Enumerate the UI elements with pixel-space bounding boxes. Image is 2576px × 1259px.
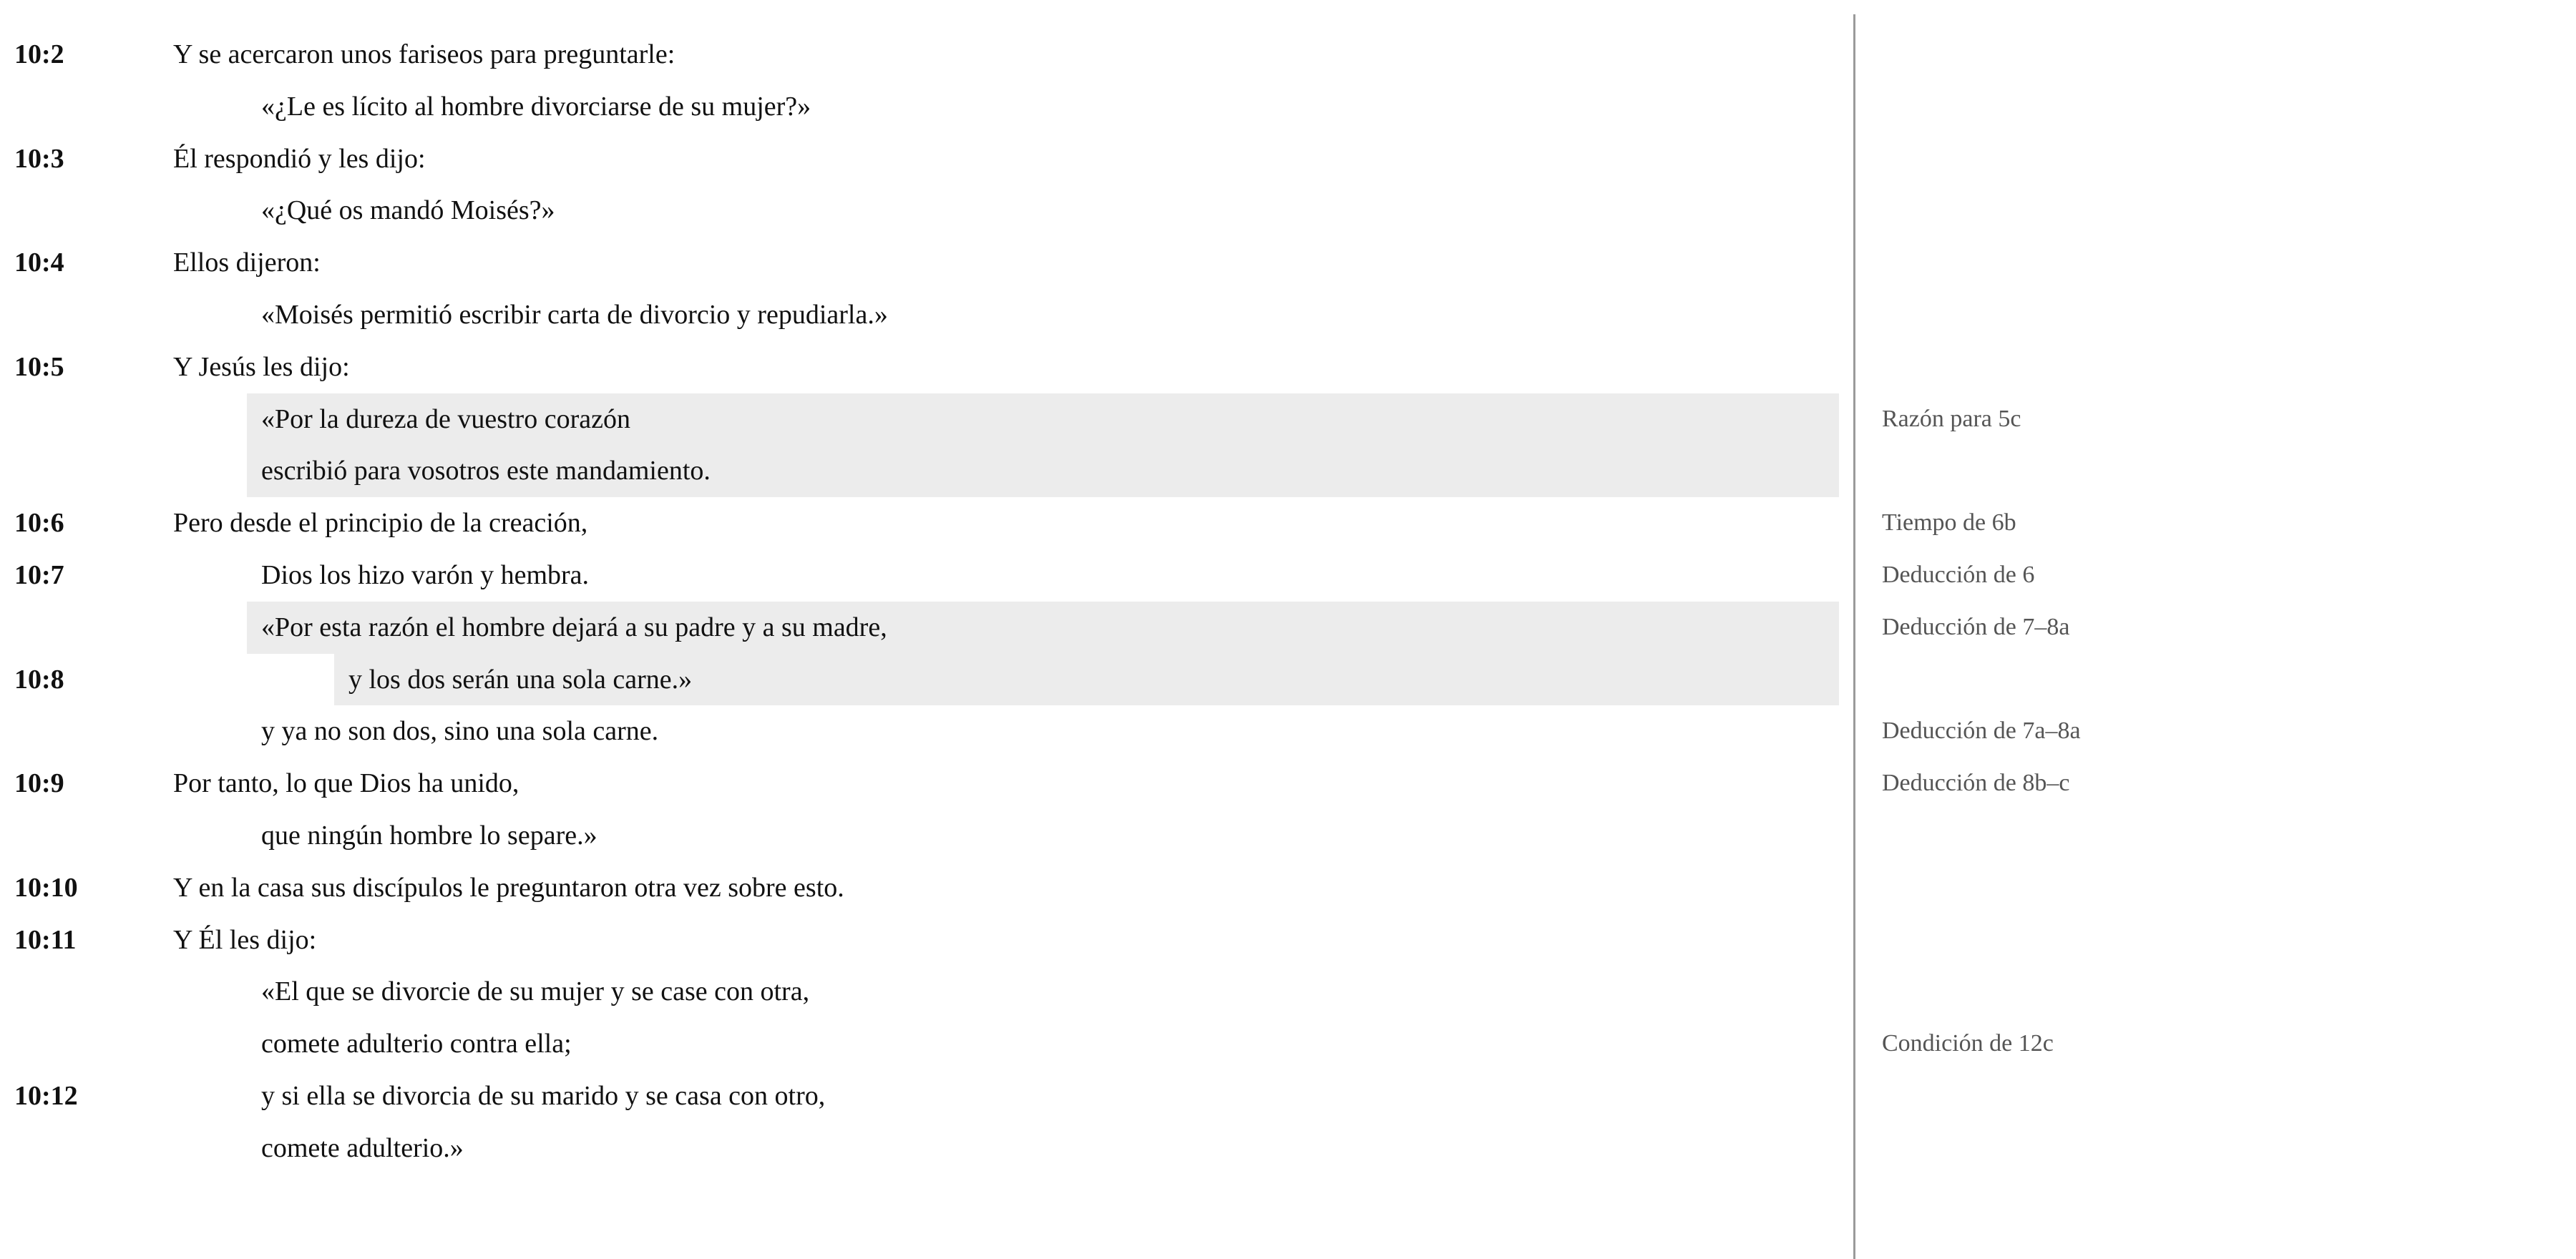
- verse-reference: 10:6: [14, 508, 64, 539]
- verse-text: y ya no son dos, sino una sola carne.: [261, 716, 659, 747]
- verse-reference: 10:4: [14, 248, 64, 278]
- outline-row: [0, 1018, 2576, 1070]
- verse-text: «Por la dureza de vuestro corazón: [261, 403, 630, 434]
- outline-row: [0, 1070, 2576, 1122]
- verse-text: comete adulterio contra ella;: [261, 1029, 572, 1059]
- verse-text: comete adulterio.»: [261, 1132, 464, 1163]
- verse-text: «¿Qué os mandó Moisés?»: [261, 195, 555, 226]
- margin-note: Deducción de 7a–8a: [1882, 717, 2081, 745]
- verse-text: Ellos dijeron:: [173, 248, 321, 278]
- outline-row: [0, 914, 2576, 966]
- margin-note: Condición de 12c: [1882, 1030, 2054, 1057]
- verse-text: Y Jesús les dijo:: [173, 351, 350, 382]
- verse-reference: 10:5: [14, 351, 64, 382]
- outline-row: [0, 966, 2576, 1018]
- outline-row: [0, 393, 2576, 446]
- verse-text: escribió para vosotros este mandamiento.: [261, 456, 711, 486]
- verse-text: «¿Le es lícito al hombre divorciarse de su mujer?»: [261, 91, 811, 122]
- margin-note: Deducción de 7–8a: [1882, 613, 2070, 640]
- verse-reference: 10:8: [14, 664, 64, 695]
- verse-text: Él respondió y les dijo:: [173, 143, 426, 174]
- verse-text: y si ella se divorcia de su marido y se casa con otro,: [261, 1080, 826, 1111]
- outline-row: [0, 445, 2576, 497]
- verse-reference: 10:12: [14, 1080, 78, 1111]
- outline-row: [0, 341, 2576, 393]
- verse-text: Y en la casa sus discípulos le preguntaron otra vez sobre esto.: [173, 872, 844, 903]
- verse-reference: 10:2: [14, 39, 64, 69]
- verse-text: que ningún hombre lo separe.»: [261, 820, 597, 851]
- outline-row: [0, 237, 2576, 289]
- outline-row: [0, 705, 2576, 758]
- outline-row: [0, 1122, 2576, 1175]
- verse-reference: 10:10: [14, 872, 78, 903]
- verse-reference: 10:9: [14, 768, 64, 799]
- verse-text: Y Él les dijo:: [173, 924, 317, 955]
- outline-row: [0, 289, 2576, 341]
- verse-reference: 10:11: [14, 924, 77, 955]
- outline-row: [0, 29, 2576, 81]
- verse-text: y los dos serán una sola carne.»: [348, 664, 693, 695]
- margin-note: Tiempo de 6b: [1882, 509, 2016, 537]
- outline-row: [0, 810, 2576, 862]
- outline-row: [0, 602, 2576, 654]
- verse-text: Por tanto, lo que Dios ha unido,: [173, 768, 519, 799]
- margin-note: Razón para 5c: [1882, 405, 2021, 432]
- verse-text: Y se acercaron unos fariseos para preguntarle:: [173, 39, 675, 69]
- verse-reference: 10:7: [14, 559, 64, 590]
- verse-text: «Por esta razón el hombre dejará a su padre y a su madre,: [261, 612, 887, 642]
- verse-text: Pero desde el principio de la creación,: [173, 508, 588, 539]
- verse-text: Dios los hizo varón y hembra.: [261, 559, 590, 590]
- outline-row: [0, 549, 2576, 602]
- outline-row: [0, 185, 2576, 237]
- verse-reference: 10:3: [14, 143, 64, 174]
- outline-row: [0, 758, 2576, 810]
- outline-row: [0, 133, 2576, 185]
- outline-row: [0, 497, 2576, 549]
- verse-text: «El que se divorcie de su mujer y se case con otra,: [261, 976, 810, 1007]
- outline-row: [0, 81, 2576, 133]
- outline-row: [0, 862, 2576, 914]
- margin-note: Deducción de 8b–c: [1882, 770, 2070, 797]
- margin-note: Deducción de 6: [1882, 561, 2035, 588]
- outline-rows: [0, 29, 2576, 1175]
- verse-text: «Moisés permitió escribir carta de divorcio y repudiarla.»: [261, 299, 888, 330]
- outline-row: [0, 654, 2576, 706]
